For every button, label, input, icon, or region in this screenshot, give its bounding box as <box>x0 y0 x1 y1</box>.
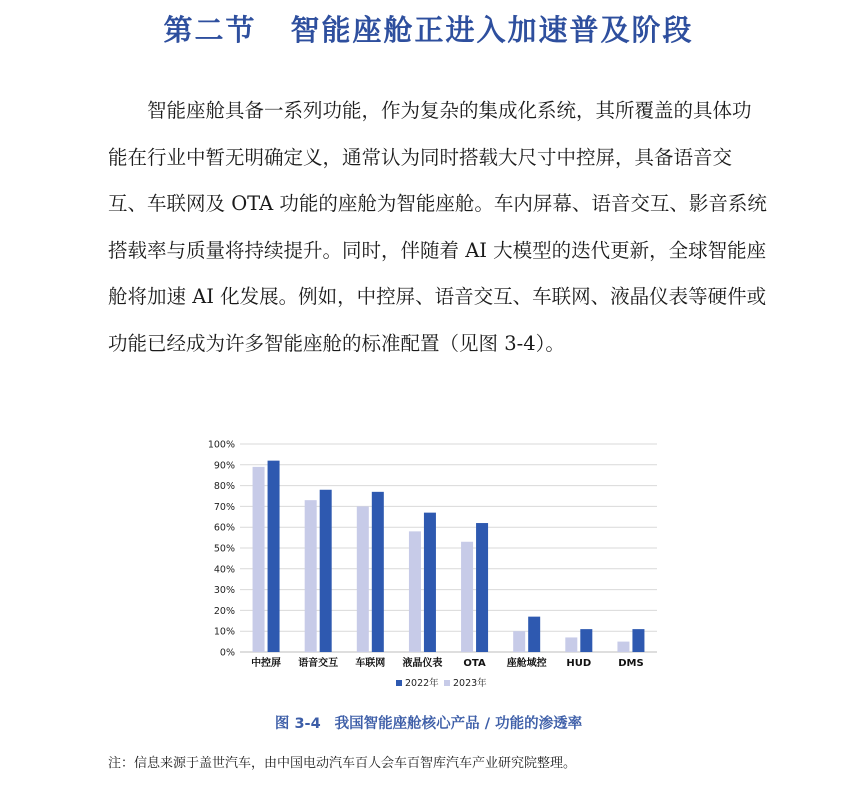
legend-swatch <box>444 680 450 686</box>
bar-series-2 <box>268 461 280 652</box>
body-paragraph: 智能座舱具备一系列功能，作为复杂的集成化系统，其所覆盖的具体功能在行业中暂无明确定义，通常认为同时搭载大尺寸中控屏，具备语音交互、车联网及 OTA 功能的座舱为智能座舱。车内屏幕、语音交互、影音系统搭载率与质量将持续提升。同时，伴随着 AI 大模型的迭代更新，全球智能座舱将加速 AI 化发展。例如，中控屏、语音交互、车联网、液晶仪表等硬件或功能已经成为许多智能座舱的标准配置（见图 3-4）。 <box>108 99 767 355</box>
source-note: 注：信息来源于盖世汽车，由中国电动汽车百人会车百智库汽车产业研究院整理。 <box>108 756 577 771</box>
y-tick-label: 70% <box>213 501 235 513</box>
x-tick-label: 液晶仪表 <box>402 658 443 669</box>
legend-swatch <box>396 680 402 686</box>
bar-series-2 <box>372 492 384 652</box>
bar-series-2 <box>476 523 488 652</box>
y-tick-label: 20% <box>213 605 235 617</box>
bar-series-2 <box>528 617 540 652</box>
bar-series-1 <box>357 506 369 652</box>
legend-label: 2022年 <box>405 678 439 689</box>
y-tick-label: 0% <box>219 647 235 659</box>
y-tick-label: 10% <box>213 626 235 638</box>
bar-series-1 <box>409 531 421 652</box>
penetration-bar-chart <box>200 430 670 700</box>
figure-caption <box>0 712 857 733</box>
x-tick-label: 车联网 <box>355 658 386 669</box>
body-text <box>108 88 768 367</box>
x-tick-label: DMS <box>618 658 644 669</box>
bar-series-1 <box>513 631 525 652</box>
y-tick-label: 80% <box>213 481 235 493</box>
bar-series-1 <box>253 467 265 652</box>
bar-series-2 <box>424 513 436 652</box>
y-tick-label: 30% <box>213 585 235 597</box>
bar-series-2 <box>320 490 332 652</box>
bar-series-1 <box>565 637 577 652</box>
figure-number: 图 3-4 <box>274 716 321 732</box>
bar-series-1 <box>461 542 473 652</box>
y-tick-label: 50% <box>213 543 235 555</box>
figure-title: 我国智能座舱核心产品 / 功能的渗透率 <box>334 716 583 732</box>
bar-series-2 <box>632 629 644 652</box>
bar-series-2 <box>580 629 592 652</box>
section-heading <box>0 8 857 49</box>
x-tick-label: 语音交互 <box>298 658 339 669</box>
x-tick-label: OTA <box>463 658 486 669</box>
x-tick-label: 座舱域控 <box>506 658 547 669</box>
y-tick-label: 90% <box>213 460 235 472</box>
section-title: 智能座舱正进入加速普及阶段 <box>290 13 694 47</box>
y-tick-label: 40% <box>213 564 235 576</box>
x-tick-label: HUD <box>566 658 592 669</box>
bar-series-1 <box>305 500 317 652</box>
section-number: 第二节 <box>163 13 257 47</box>
y-tick-label: 60% <box>213 522 235 534</box>
bar-series-1 <box>617 642 629 652</box>
legend-label: 2023年 <box>453 678 487 689</box>
y-tick-label: 100% <box>207 439 235 451</box>
x-tick-label: 中控屏 <box>251 658 282 669</box>
